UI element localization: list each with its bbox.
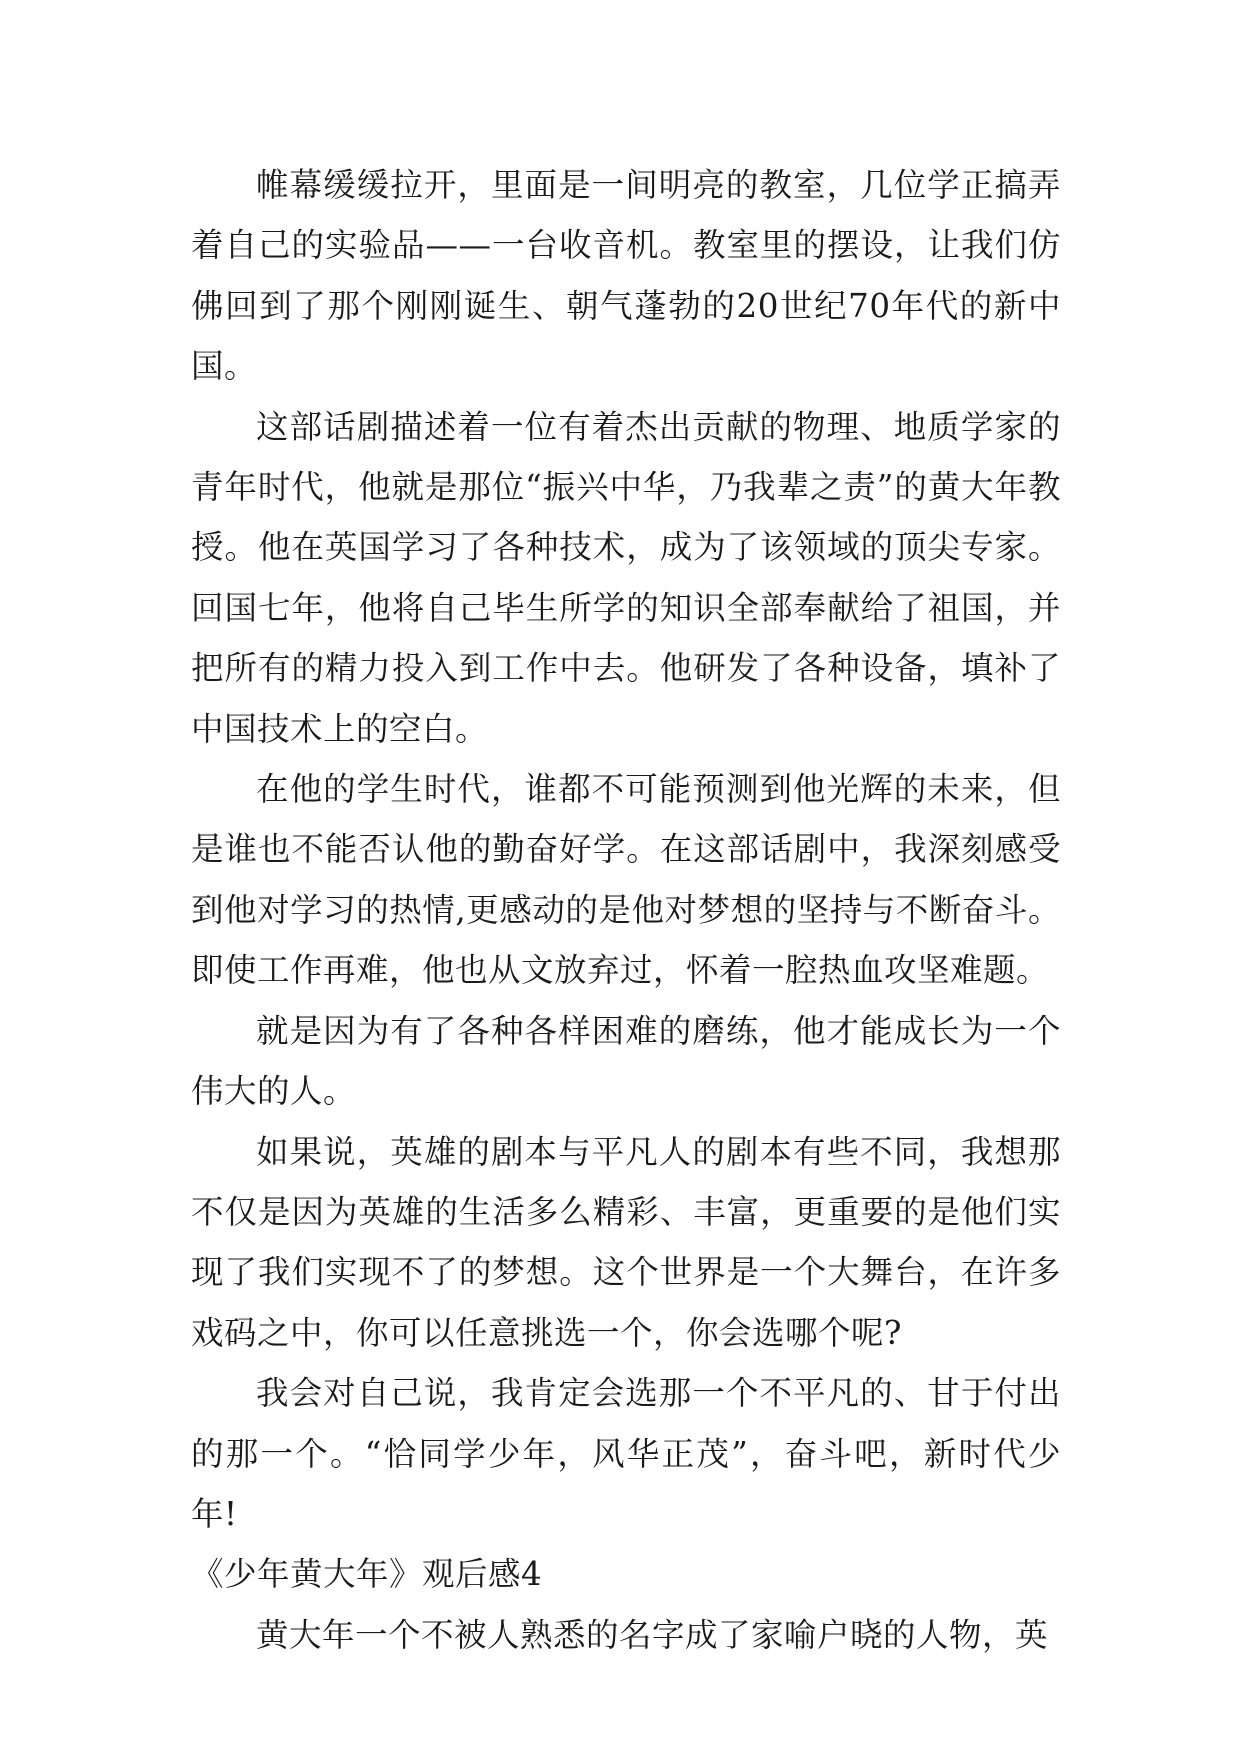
section-heading: 《少年黄大年》观后感4 <box>191 1555 543 1594</box>
paragraph: 我会对自己说，我肯定会选那一个不平凡的、甘于付出的那一个。“恰同学少年，风华正茂”，奋斗吧，新时代少年! <box>191 1374 1061 1533</box>
paragraph: 黄大年一个不被人熟悉的名字成了家喻户晓的人物，英 <box>256 1615 1049 1654</box>
paragraph: 这部话剧描述着一位有着杰出贡献的物理、地质学家的青年时代，他就是那位“振兴中华，乃我辈之责”的黄大年教授。他在英国学习了各种技术，成为了该领域的顶尖专家。回国七年，他将自己毕生所学的知识全部奉献给了祖国，并把所有的精力投入到工作中去。他研发了各种设备，填补了中国技术上的空白。 <box>191 407 1061 748</box>
paragraph: 就是因为有了各种各样困难的磨练，他才能成长为一个伟大的人。 <box>191 1011 1061 1111</box>
paragraph: 帷幕缓缓拉开，里面是一间明亮的教室，几位学正搞弄着自己的实验品——一台收音机。教室里的摆设，让我们仿佛回到了那个刚刚诞生、朝气蓬勃的20世纪70年代的新中国。 <box>191 166 1061 386</box>
document-body <box>191 155 1061 1665</box>
paragraph: 如果说，英雄的剧本与平凡人的剧本有些不同，我想那不仅是因为英雄的生活多么精彩、丰富，更重要的是他们实现了我们实现不了的梦想。这个世界是一个大舞台，在许多戏码之中，你可以任意挑选一个，你会选哪个呢? <box>191 1132 1061 1352</box>
paragraph: 在他的学生时代，谁都不可能预测到他光辉的未来，但是谁也不能否认他的勤奋好学。在这部话剧中，我深刻感受到他对学习的热情,更感动的是他对梦想的坚持与不断奋斗。即使工作再难，他也从文放弃过，怀着一腔热血攻坚难题。 <box>191 770 1061 990</box>
